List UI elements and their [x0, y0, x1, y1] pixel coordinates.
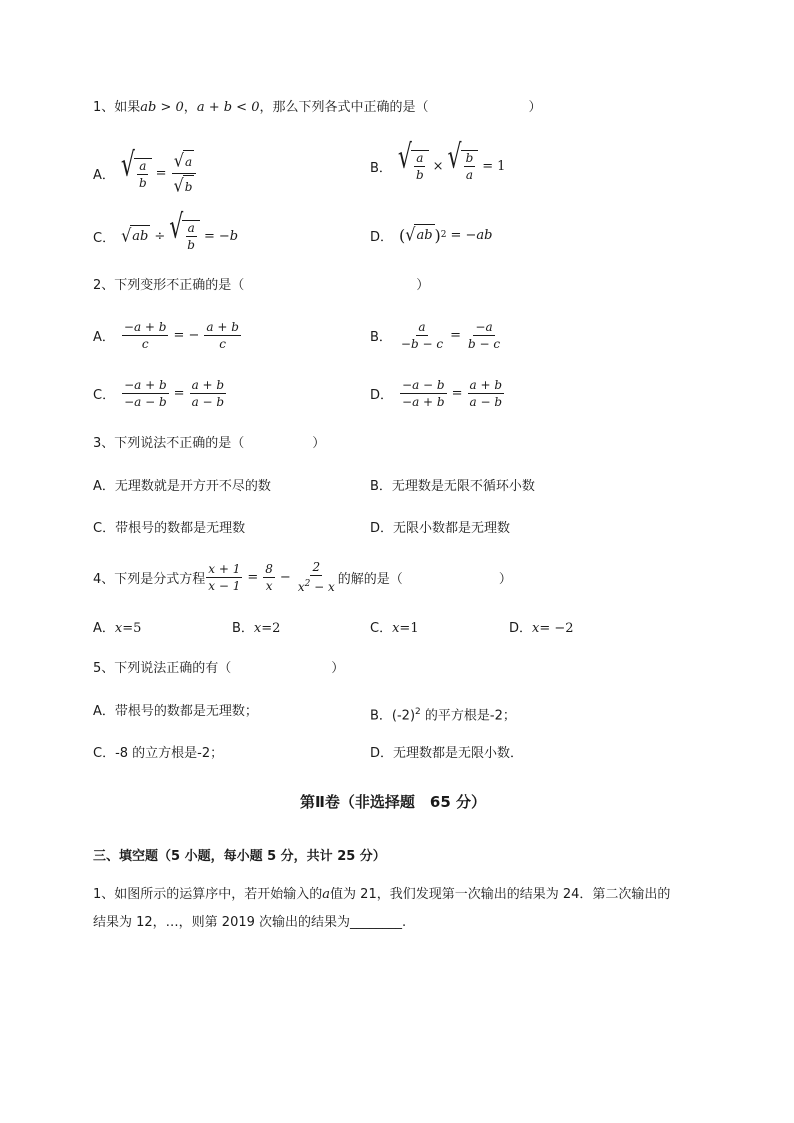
q3-option-a-text: 无理数就是开方开不尽的数 [114, 479, 271, 494]
q5-option-b[interactable] [370, 703, 516, 725]
q4-equation: $\frac{x + 1}{x - 1}$ [208, 561, 241, 593]
q1-cond1: ab > 0 [140, 100, 184, 115]
q2-close: ） [416, 278, 430, 293]
q4-option-b-label: B． [232, 621, 254, 636]
q5-stem [93, 660, 344, 678]
q4-option-d-var: x [532, 621, 540, 636]
fill1-line2: 结果为 12，…，则第 2019 次输出的结果为________. [93, 915, 407, 930]
q5-option-c-label: C． [93, 746, 116, 761]
q1-option-b-label: B． [370, 160, 392, 176]
q3-option-b-label: B． [370, 479, 392, 494]
q1-option-c[interactable]: C． √ ab ÷ √ $\frac{a}{b}$ = −b [93, 209, 239, 252]
q1-stem-suffix: ，那么下列各式中正确的是（ [259, 100, 429, 115]
fill1-var: a [322, 887, 331, 902]
q1-option-a-label: A． [93, 168, 115, 183]
q4-option-c-label: C． [370, 621, 393, 636]
q4-option-d[interactable] [509, 620, 574, 638]
q1-option-b[interactable]: B． √ $\frac{a}{b}$ × √ $\frac{b}{a}$ = 1 [370, 139, 506, 182]
q1-stem [93, 99, 542, 117]
q1-option-d[interactable]: D． ( √ ab ) 2 = −ab [370, 224, 493, 245]
q1-a-formula: √ $\frac{a}{b}$ [121, 158, 152, 190]
q1-cond2: a + b < 0 [196, 100, 260, 115]
q4-option-c-var: x [392, 621, 400, 636]
q4-option-d-label: D． [509, 621, 533, 636]
q3-option-d-label: D． [370, 521, 394, 536]
q2-option-c-label: C． [93, 388, 116, 403]
q3-option-c-label: C． [93, 521, 116, 536]
q5-option-b-label: B． [370, 708, 392, 724]
q4-option-b[interactable] [232, 620, 280, 638]
q4-stem-prefix: 4、下列是分式方程 [93, 571, 206, 587]
q5-option-a-label: A． [93, 704, 115, 719]
q4-option-a-val: =5 [122, 621, 142, 636]
q4-option-d-val: = −2 [539, 621, 574, 636]
q2-stem [93, 277, 429, 295]
q5-option-b-exponent: 2 [415, 707, 421, 717]
q3-stem-text: 3、下列说法不正确的是（ [93, 436, 245, 451]
q4-stem-suffix: 的解的是（ [337, 571, 403, 587]
q4-option-b-val: =2 [261, 621, 281, 636]
q4-stem: 4、下列是分式方程 $\frac{x + 1}{x - 1}$ = $\frac{8}{x}$ − $\frac{2}{x^2 - x}$ 的解的是（ ） [93, 560, 512, 594]
q5-close: ） [331, 661, 345, 676]
q3-option-b[interactable] [370, 478, 535, 496]
q1-stem-prefix: 1、如果 [93, 100, 141, 115]
q5-option-a[interactable] [93, 703, 258, 721]
q2-option-d[interactable]: D． $\frac{-a - b}{-a + b}$ = $\frac{a + b}{a - b}$ [370, 378, 503, 409]
q2-option-c[interactable]: C． $\frac{-a + b}{-a - b}$ = $\frac{a + b}{a - b}$ [93, 378, 225, 409]
q2-option-a-label: A． [93, 330, 115, 345]
q1-option-c-label: C． [93, 230, 116, 246]
q3-stem [93, 435, 325, 453]
q5-option-a-text: 带根号的数都是无理数； [114, 704, 258, 719]
q5-option-c-text: -8 的立方根是-2； [115, 746, 224, 761]
q3-option-c[interactable] [93, 520, 245, 538]
fill1-line1-post: 值为 21，我们发现第一次输出的结果为 24．第二次输出的 [330, 887, 671, 902]
q4-option-a[interactable] [93, 620, 141, 638]
q5-option-d-label: D． [370, 746, 394, 761]
q2-stem-text: 2、下列变形不正确的是（ [93, 278, 245, 293]
q2-option-a[interactable]: A． $\frac{-a + b}{c}$ = − $\frac{a + b}{c}$ [93, 320, 239, 351]
q1-option-d-label: D． [370, 229, 394, 245]
q3-option-a[interactable] [93, 478, 271, 496]
q4-option-c[interactable] [370, 620, 419, 638]
q5-option-b-base: (-2) [391, 708, 416, 724]
q3-close: ） [312, 436, 326, 451]
q3-option-d-text: 无限小数都是无理数 [393, 521, 511, 536]
part2-title: 第Ⅱ卷（非选择题 65 分） [300, 793, 486, 811]
q2-option-d-label: D． [370, 388, 394, 403]
q4-option-a-label: A． [93, 621, 115, 636]
q3-option-b-text: 无理数是无限不循环小数 [391, 479, 535, 494]
q1-sep: ， [183, 100, 197, 115]
q1-option-a[interactable]: A． √ $\frac{a}{b}$ = √ a √ b [93, 150, 197, 197]
q5-option-c[interactable] [93, 745, 223, 763]
q3-option-a-label: A． [93, 479, 115, 494]
q2-option-b-label: B． [370, 330, 392, 345]
q5-option-d-text: 无理数都是无限小数． [393, 746, 524, 761]
fill1-line1-pre: 1、如图所示的运算序中，若开始输入的 [93, 887, 323, 902]
fill1-line1 [93, 886, 670, 904]
q2-option-b[interactable]: B． $\frac{a}{-b - c}$ = $\frac{-a}{b - c}$ [370, 320, 501, 351]
q1-close: ） [528, 100, 542, 115]
q5-option-b-text: 的平方根是-2； [420, 708, 516, 724]
q5-option-d[interactable] [370, 745, 523, 763]
q3-option-c-text: 带根号的数都是无理数 [115, 521, 246, 536]
q4-option-c-val: =1 [399, 621, 419, 636]
section3-title: 三、填空题（5 小题，每小题 5 分，共计 25 分） [93, 849, 386, 864]
q4-close: ） [498, 571, 512, 587]
q3-option-d[interactable] [370, 520, 510, 538]
q4-option-a-var: x [114, 621, 123, 636]
q5-stem-text: 5、下列说法正确的有（ [93, 661, 232, 676]
q4-option-b-var: x [253, 621, 262, 636]
